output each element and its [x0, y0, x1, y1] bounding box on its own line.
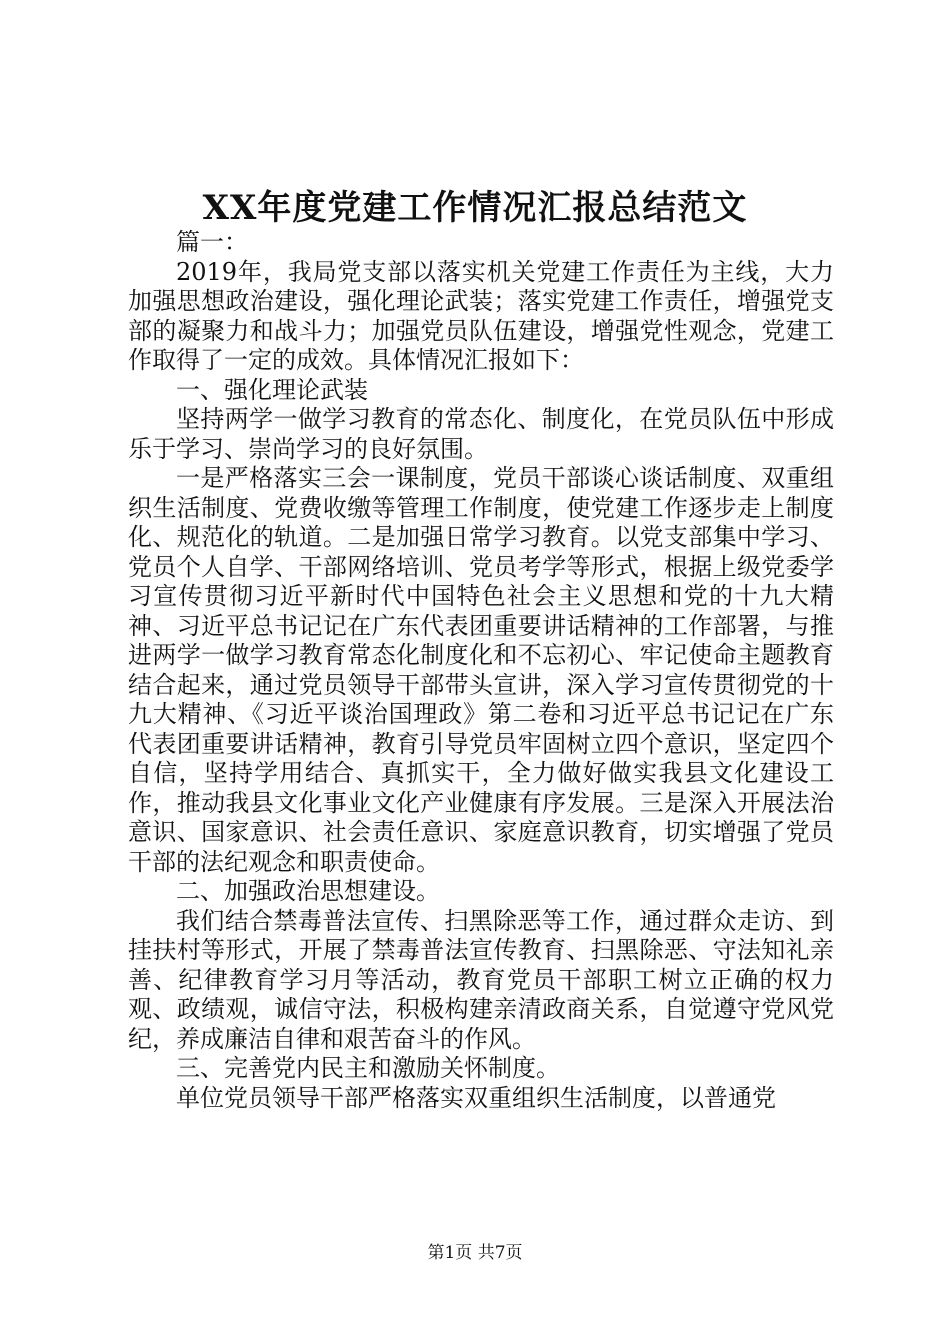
heading-2: 二、加强政治思想建设。	[176, 877, 440, 905]
heading-1: 一、强化理论武装	[176, 375, 368, 404]
section-label: 篇一：	[176, 228, 248, 256]
paragraph: 单位党员领导干部严格落实双重组织生活制度，以普通党	[176, 1083, 776, 1112]
heading-3: 三、完善党内民主和激励关怀制度。	[176, 1054, 560, 1082]
document-title: XX年度党建工作情况汇报总结范文	[202, 188, 748, 228]
paragraph: 坚持两学一做学习教育的常态化、制度化，在党员队伍中形成乐于学习、崇尚学习的良好氛围。	[128, 405, 834, 463]
document-body	[128, 228, 834, 1113]
intro-paragraph: 2019年，我局党支部以落实机关党建工作责任为主线，大力加强思想政治建设，强化理论武装；落实党建工作责任，增强党支部的凝聚力和战斗力；加强党员队伍建设，增强党性观念，党建工作取得了一定的成效。具体情况汇报如下：	[128, 257, 834, 374]
page-number-footer: 第1页 共7页	[427, 1243, 523, 1263]
paragraph: 一是严格落实三会一课制度，党员干部谈心谈话制度、双重组织生活制度、党费收缴等管理工作制度，使党建工作逐步走上制度化、规范化的轨道。二是加强日常学习教育。以党支部集中学习、党员个人自学、干部网络培训、党员考学等形式，根据上级党委学习宣传贯彻习近平新时代中国特色社会主义思想和党的十九大精神、习近平总书记记在广东代表团重要讲话精神的工作部署，与推进两学一做学习教育常态化制度化和不忘初心、牢记使命主题教育结合起来，通过党员领导干部带头宣讲，深入学习宣传贯彻党的十九大精神、《习近平谈治国理政》第二卷和习近平总书记记在广东代表团重要讲话精神，教育引导党员牢固树立四个意识，坚定四个自信，坚持学用结合、真抓实干，全力做好做实我县文化建设工作，推动我县文化事业文化产业健康有序发展。三是深入开展法治意识、国家意识、社会责任意识、家庭意识教育，切实增强了党员干部的法纪观念和职责使命。	[128, 464, 834, 876]
paragraph: 我们结合禁毒普法宣传、扫黑除恶等工作，通过群众走访、到挂扶村等形式，开展了禁毒普法宣传教育、扫黑除恶、守法知礼亲善、纪律教育学习月等活动，教育党员干部职工树立正确的权力观、政绩观，诚信守法，积极构建亲清政商关系，自觉遵守党风党纪，养成廉洁自律和艰苦奋斗的作风。	[128, 906, 834, 1053]
